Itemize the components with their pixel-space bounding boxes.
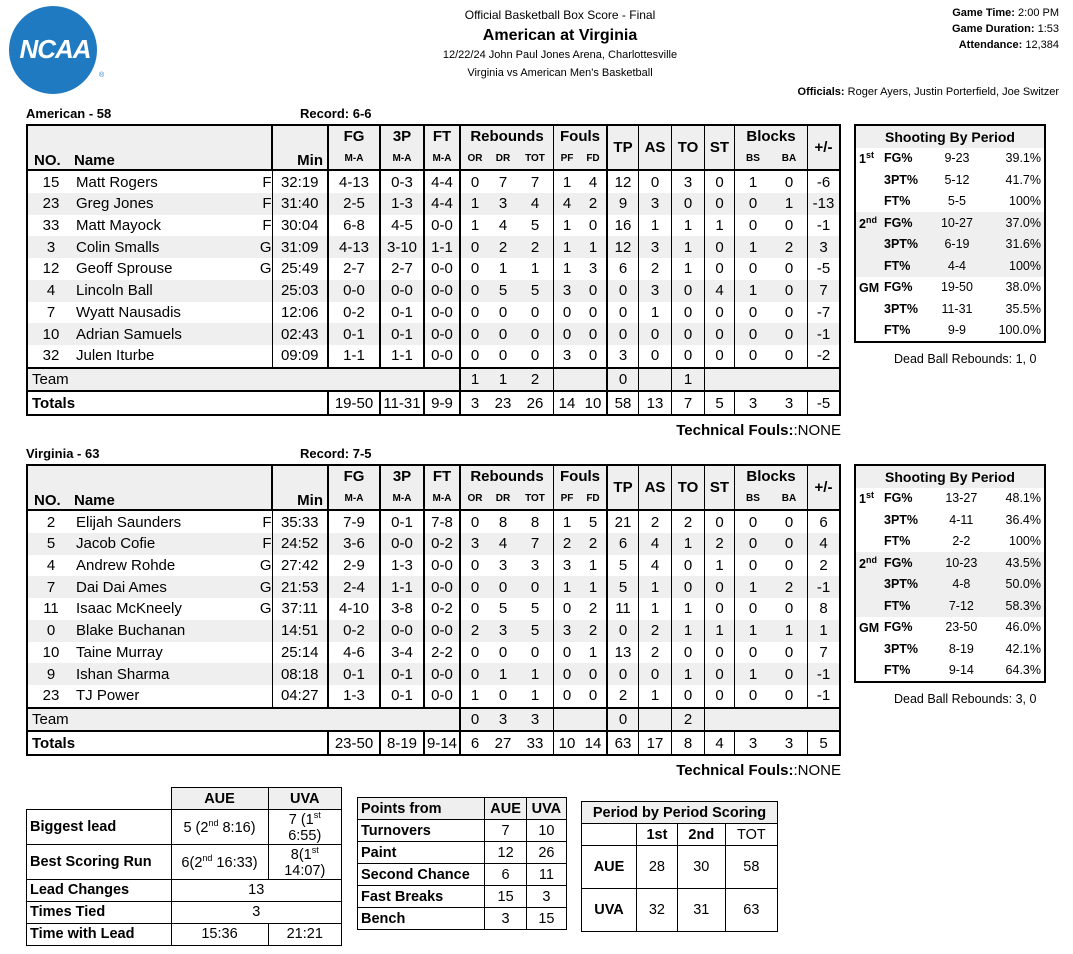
- totals-row: Totals 23-50 8-19 9-14 6 27 33 10 14 63 17 8 4 3 3 5: [27, 731, 840, 755]
- game-subtitle: Virginia vs American Men's Basketball: [467, 67, 653, 79]
- player-name: Andrew Rohde: [74, 555, 260, 577]
- shooting-by-period: Shooting By Period 1st FG% 9-23 39.1% 3PT% 5-12 41.7% FT% 5-5 100% 2nd FG% 10-27 37.0% 3PT% 6-19 31.6% FT% 4-4 100% GM FG% 19-50 38.0% 3PT% 11-31 35.5% FT% 9-9 100.0%: [854, 124, 1046, 343]
- player-position: G: [260, 258, 273, 280]
- player-position: [260, 642, 273, 664]
- points-from-row: Paint 12 26: [358, 842, 567, 864]
- player-number: 9: [27, 663, 74, 685]
- technical-fouls: Technical Fouls::NONE: [676, 762, 841, 779]
- team-row: Team 1 1 2 0 1: [27, 368, 840, 392]
- shooting-row: 2nd FG% 10-27 37.0%: [855, 212, 1045, 234]
- player-min: 31:40: [272, 193, 328, 215]
- player-number: 33: [27, 215, 74, 237]
- player-number: 23: [27, 685, 74, 708]
- shooting-row: 3PT% 11-31 35.5%: [884, 301, 1041, 316]
- shooting-row: GM FG% 19-50 38.0%: [859, 280, 1041, 296]
- box-score-table: NO. Name Min FG 3P FT Rebounds Fouls TP AS TO ST Blocks +/- M-A M-A M-A OR DR TOT PF FD BS BA 2 Elijah Saunders F 35:33 7-9 0-1 7-8 0 8 8 1 5 21 2 2 0 0 0 6 5 Jacob Cofie F 24:52 3-6 0-0 0-2 3 4 7 2 2 6 4 1 2 0 0 4 4 Andrew Rohde G 27:42 2-9 1-3 0-0 0 3 3 3 1 5 4 0 1 0 0 2 7 Dai Dai Ames G 21:53 2-4 1-1 0-0 0 0 0 1 1 5 1 0 0 1 2 -1 11 Isaac McKneely G 37:11 4-10 3-8 0-2 0 5 5 0 2 11 1 1 0 0 0 8 0 Blake Buchanan 14:51 0-2 0-0 0-0 2 3 5 3 2 0 2 1 1 1 1 1 10 Taine Murray 25:14 4-6 3-4 2-2 0 0 0 0 1 13 2 0 0 0 0 7 9 Ishan Sharma 08:18 0-1 0-1 0-0 0 1 1 0 0 0 0 1 0 1 0 -1 23 TJ Power 04:27 1-3 0-1 0-0 1 0 1 0 0 2 1 0 0 0 0 -1 Team 0 3 3 0 2 Totals 23-50 8-19 9-14 6 27 33 10 14 63 17 8 4 3 3 5: [26, 464, 841, 756]
- player-number: 7: [27, 302, 74, 324]
- player-position: F: [260, 170, 273, 193]
- shooting-row: FT% 4-4 100%: [855, 255, 1045, 277]
- shooting-row: GM FG% 23-50 46.0%: [859, 620, 1041, 636]
- player-position: F: [260, 510, 273, 533]
- player-row: 23 TJ Power 04:27 1-3 0-1 0-0 1 0 1 0 0 2 1 0 0 0 0 -1: [27, 685, 840, 708]
- player-position: G: [260, 236, 273, 258]
- attendance: Attendance: 12,384: [958, 39, 1059, 51]
- player-name: Matt Mayock: [74, 215, 260, 237]
- player-min: 08:18: [272, 663, 328, 685]
- player-name: Taine Murray: [74, 642, 260, 664]
- game-info: [952, 5, 1059, 53]
- player-number: 15: [27, 170, 74, 193]
- player-position: [260, 323, 273, 345]
- dead-ball-rebounds: Dead Ball Rebounds: 3, 0: [894, 692, 1037, 706]
- ncaa-logo: [9, 6, 105, 94]
- player-min: 09:09: [272, 345, 328, 368]
- player-row: 0 Blake Buchanan 14:51 0-2 0-0 0-0 2 3 5 3 2 0 2 1 1 1 1 1: [27, 620, 840, 642]
- shooting-row: 3PT% 4-11 36.4%: [884, 512, 1041, 527]
- player-name: TJ Power: [74, 685, 260, 708]
- player-row: 12 Geoff Sprouse G 25:49 2-7 2-7 0-0 0 1 1 1 3 6 2 1 0 0 0 -5: [27, 258, 840, 280]
- player-number: 5: [27, 533, 74, 555]
- game-stats-table: [26, 787, 342, 946]
- shooting-row: FT% 7-12 58.3%: [855, 595, 1045, 617]
- player-number: 2: [27, 510, 74, 533]
- player-min: 25:14: [272, 642, 328, 664]
- player-row: 7 Wyatt Nausadis 12:06 0-2 0-1 0-0 0 0 0 0 0 0 1 0 0 0 0 -7: [27, 302, 840, 324]
- player-min: 37:11: [272, 598, 328, 620]
- player-name: Geoff Sprouse: [74, 258, 260, 280]
- player-name: Jacob Cofie: [74, 533, 260, 555]
- player-min: 04:27: [272, 685, 328, 708]
- player-row: 11 Isaac McKneely G 37:11 4-10 3-8 0-2 0 5 5 0 2 11 1 1 0 0 0 8: [27, 598, 840, 620]
- lead-changes-row: Lead Changes 13: [27, 879, 342, 901]
- player-row: 32 Julen Iturbe 09:09 1-1 1-1 0-0 0 0 0 3 0 3 0 0 0 0 0 -2: [27, 345, 840, 368]
- player-min: 21:53: [272, 576, 328, 598]
- registered-icon: ®: [99, 72, 105, 79]
- player-position: F: [260, 193, 273, 215]
- player-number: 3: [27, 236, 74, 258]
- shooting-row: 3PT% 4-8 50.0%: [855, 574, 1045, 596]
- player-position: [260, 663, 273, 685]
- player-min: 14:51: [272, 620, 328, 642]
- player-min: 27:42: [272, 555, 328, 577]
- player-name: Greg Jones: [74, 193, 260, 215]
- player-row: 10 Adrian Samuels 02:43 0-1 0-1 0-0 0 0 0 0 0 0 0 0 0 0 0 -1: [27, 323, 840, 345]
- player-min: 32:19: [272, 170, 328, 193]
- player-position: G: [260, 555, 273, 577]
- period-scoring-row: UVA 32 31 63: [582, 889, 778, 932]
- player-row: 4 Andrew Rohde G 27:42 2-9 1-3 0-0 0 3 3 3 1 5 4 0 1 0 0 2: [27, 555, 840, 577]
- player-min: 31:09: [272, 236, 328, 258]
- player-name: Julen Iturbe: [74, 345, 260, 368]
- team-record: Record: 6-6: [300, 106, 372, 121]
- player-number: 23: [27, 193, 74, 215]
- player-min: 25:03: [272, 280, 328, 302]
- player-row: 23 Greg Jones F 31:40 2-5 1-3 4-4 1 3 4 4 2 9 3 0 0 0 1 -13: [27, 193, 840, 215]
- points-from-row: Fast Breaks 15 3: [358, 886, 567, 908]
- points-from-row: Second Chance 6 11: [358, 864, 567, 886]
- player-row: 3 Colin Smalls G 31:09 4-13 3-10 1-1 0 2 2 1 1 12 3 1 0 1 2 3: [27, 236, 840, 258]
- player-position: [260, 620, 273, 642]
- player-min: 12:06: [272, 302, 328, 324]
- shooting-row: 2nd FG% 10-23 43.5%: [855, 552, 1045, 574]
- player-name: Colin Smalls: [74, 236, 260, 258]
- points-from-row: Bench 3 15: [358, 908, 567, 930]
- totals-row: Totals 19-50 11-31 9-9 3 23 26 14 10 58 13 7 5 3 3 -5: [27, 391, 840, 415]
- date-venue: 12/22/24 John Paul Jones Arena, Charlottesville: [442, 49, 678, 61]
- points-from-row: Turnovers 7 10: [358, 820, 567, 842]
- player-row: 33 Matt Mayock F 30:04 6-8 4-5 0-0 1 4 5 1 0 16 1 1 1 0 0 -1: [27, 215, 840, 237]
- player-row: 4 Lincoln Ball 25:03 0-0 0-0 0-0 0 5 5 3 0 0 3 0 4 1 0 7: [27, 280, 840, 302]
- player-name: Dai Dai Ames: [74, 576, 260, 598]
- player-min: 02:43: [272, 323, 328, 345]
- player-row: 2 Elijah Saunders F 35:33 7-9 0-1 7-8 0 8 8 1 5 21 2 2 0 0 0 6: [27, 510, 840, 533]
- player-number: 11: [27, 598, 74, 620]
- shooting-row: FT% 9-9 100.0%: [884, 323, 1041, 338]
- player-name: Lincoln Ball: [74, 280, 260, 302]
- period-scoring-table: Period by Period Scoring 1st 2nd TOT AUE 28 30 58 UVA 32 31 63: [581, 801, 778, 932]
- player-name: Wyatt Nausadis: [74, 302, 260, 324]
- shooting-row: FT% 2-2 100%: [884, 534, 1041, 549]
- player-name: Blake Buchanan: [74, 620, 260, 642]
- player-min: 25:49: [272, 258, 328, 280]
- player-name: Elijah Saunders: [74, 510, 260, 533]
- technical-fouls: Technical Fouls::NONE: [676, 422, 841, 439]
- team-title: American - 58: [26, 106, 112, 121]
- player-row: 5 Jacob Cofie F 24:52 3-6 0-0 0-2 3 4 7 2 2 6 4 1 2 0 0 4: [27, 533, 840, 555]
- player-row: 7 Dai Dai Ames G 21:53 2-4 1-1 0-0 0 0 0 1 1 5 1 0 0 1 2 -1: [27, 576, 840, 598]
- player-position: F: [260, 533, 273, 555]
- player-min: 24:52: [272, 533, 328, 555]
- team-title: Virginia - 63: [26, 446, 100, 461]
- report-type: Official Basketball Box Score - Final: [464, 8, 656, 22]
- points-from-table: Points from AUE UVA Turnovers 7 10 Paint 12 26 Second Chance 6 11 Fast Breaks 15 3 Bench 3 15: [357, 797, 567, 930]
- player-position: G: [260, 598, 273, 620]
- best-run-row: Best Scoring Run 6(2nd 16:33) 8(1st 14:07): [27, 844, 342, 879]
- player-number: 7: [27, 576, 74, 598]
- game-duration: Game Duration: 1:53: [952, 23, 1059, 35]
- player-min: 30:04: [272, 215, 328, 237]
- box-score-table: NO. Name Min FG 3P FT Rebounds Fouls TP AS TO ST Blocks +/- M-A M-A M-A OR DR TOT PF FD BS BA 15 Matt Rogers F 32:19 4-13 0-3 4-4 0 7 7 1 4 12 0 3 0 1 0 -6 23 Greg Jones F 31:40 2-5 1-3 4-4 1 3 4 4 2 9 3 0 0 0 1 -13 33 Matt Mayock F 30:04 6-8 4-5 0-0 1 4 5 1 0 16 1 1 1 0 0 -1 3 Colin Smalls G 31:09 4-13 3-10 1-1 0 2 2 1 1 12 3 1 0 1 2 3 12 Geoff Sprouse G 25:49 2-7 2-7 0-0 0 1 1 1 3 6 2 1 0 0 0 -5 4 Lincoln Ball 25:03 0-0 0-0 0-0 0 5 5 3 0 0 3 0 4 1 0 7 7 Wyatt Nausadis 12:06 0-2 0-1 0-0 0 0 0 0 0 0 1 0 0 0 0 -7 10 Adrian Samuels 02:43 0-1 0-1 0-0 0 0 0 0 0 0 0 0 0 0 0 -1 32 Julen Iturbe 09:09 1-1 1-1 0-0 0 0 0 3 0 3 0 0 0 0 0 -2 Team 1 1 2 0 1 Totals 19-50 11-31 9-9 3 23 26 14 10 58 13 7 5 3 3 -5: [26, 124, 841, 416]
- player-number: 12: [27, 258, 74, 280]
- col-uva: UVA: [268, 788, 342, 810]
- shooting-row: FT% 5-5 100%: [884, 194, 1041, 209]
- player-position: [260, 685, 273, 708]
- team-record: Record: 7-5: [300, 446, 372, 461]
- player-position: G: [260, 576, 273, 598]
- shooting-row: 3PT% 5-12 41.7%: [884, 172, 1041, 187]
- player-name: Isaac McKneely: [74, 598, 260, 620]
- player-name: Ishan Sharma: [74, 663, 260, 685]
- player-number: 4: [27, 280, 74, 302]
- player-name: Matt Rogers: [74, 170, 260, 193]
- game-time: Game Time: 2:00 PM: [952, 7, 1059, 19]
- player-position: [260, 280, 273, 302]
- player-number: 32: [27, 345, 74, 368]
- officials: Officials: Roger Ayers, Justin Porterfield, Joe Switzer: [797, 86, 1059, 98]
- player-row: 15 Matt Rogers F 32:19 4-13 0-3 4-4 0 7 7 1 4 12 0 3 0 1 0 -6: [27, 170, 840, 193]
- shooting-row: 3PT% 6-19 31.6%: [855, 234, 1045, 256]
- player-row: 10 Taine Murray 25:14 4-6 3-4 2-2 0 0 0 0 1 13 2 0 0 0 0 7: [27, 642, 840, 664]
- dead-ball-rebounds: Dead Ball Rebounds: 1, 0: [894, 352, 1037, 366]
- player-number: 10: [27, 323, 74, 345]
- col-aue: AUE: [171, 788, 268, 810]
- matchup-title: American at Virginia: [482, 27, 638, 44]
- shooting-row: 1st FG% 13-27 48.1%: [859, 490, 1041, 507]
- player-number: 0: [27, 620, 74, 642]
- shooting-row: FT% 9-14 64.3%: [884, 663, 1041, 678]
- player-number: 4: [27, 555, 74, 577]
- player-position: [260, 345, 273, 368]
- logo-text: NCAA: [19, 34, 91, 64]
- shooting-row: 3PT% 8-19 42.1%: [884, 641, 1041, 656]
- player-row: 9 Ishan Sharma 08:18 0-1 0-1 0-0 0 1 1 0 0 0 0 1 0 1 0 -1: [27, 663, 840, 685]
- team-row: Team 0 3 3 0 2: [27, 708, 840, 732]
- shooting-row: 1st FG% 9-23 39.1%: [859, 150, 1041, 167]
- player-name: Adrian Samuels: [74, 323, 260, 345]
- time-with-lead-row: Time with Lead 15:36 21:21: [27, 923, 342, 945]
- period-scoring-row: AUE 28 30 58: [582, 846, 778, 889]
- biggest-lead-row: Biggest lead 5 (2nd 8:16) 7 (1st 6:55): [27, 810, 342, 845]
- player-position: [260, 302, 273, 324]
- times-tied-row: Times Tied 3: [27, 901, 342, 923]
- shooting-by-period: Shooting By Period 1st FG% 13-27 48.1% 3PT% 4-11 36.4% FT% 2-2 100% 2nd FG% 10-23 43.5% 3PT% 4-8 50.0% FT% 7-12 58.3% GM FG% 23-50 46.0% 3PT% 8-19 42.1% FT% 9-14 64.3%: [854, 464, 1046, 683]
- player-min: 35:33: [272, 510, 328, 533]
- player-number: 10: [27, 642, 74, 664]
- player-position: F: [260, 215, 273, 237]
